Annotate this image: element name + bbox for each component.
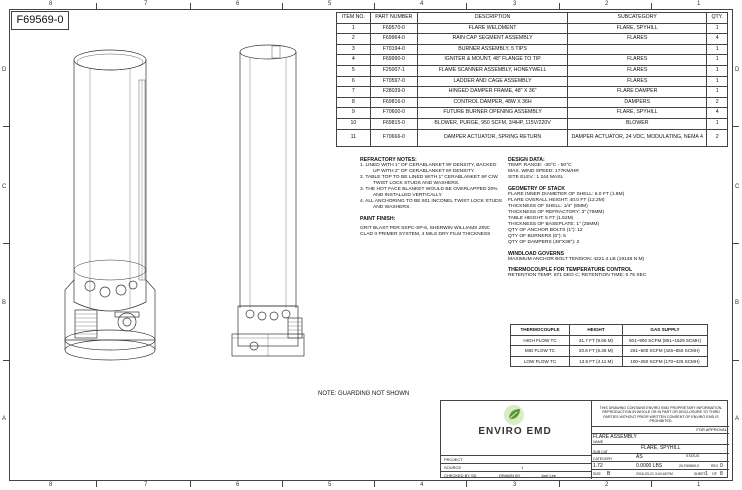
zone-tick [282, 3, 283, 9]
windload-title: WINDLOAD GOVERNS [508, 251, 564, 257]
zone-row-d-right: D [735, 67, 740, 73]
tb-date: 2016-03-21 3:42:48 PM [636, 472, 673, 476]
bom-body [337, 23, 728, 146]
thermocouple-note-text: RETENTION TEMP: 871 DEG C; RETENTION TIME: 0.75 SEC [508, 273, 647, 278]
tc-header-gas-supply: GAS SUPPLY [623, 325, 708, 336]
tb-label-rev: REV [711, 464, 719, 468]
tc-cell-name: LOW FLOW TC [511, 356, 570, 367]
zone-col-8-bottom: 8 [49, 482, 53, 488]
zone-row-c-left: C [2, 184, 7, 190]
bom-cell-description: FLARE WELDMENT [418, 23, 568, 34]
zone-col-6-bottom: 6 [236, 482, 240, 488]
bom-cell-description: BURNER ASSEMBLY, 5 TIPS [418, 44, 568, 55]
zone-row-d-left: D [2, 67, 7, 73]
bom-cell-item: 8 [337, 97, 371, 108]
geometry-line: THICKNESS OF REFRACTORY: 3" (75MM) [508, 210, 605, 215]
tb-checked-by: SD [471, 473, 477, 478]
zone-tick [466, 3, 467, 9]
tc-row [511, 335, 708, 346]
bom-cell-description: RAIN CAP SEGMENT ASSEMBLY [418, 34, 568, 45]
tc-cell-gas-supply: 100~250 SCFM (170~425 SCMH) [623, 356, 708, 367]
refractory-notes-title: REFRACTORY NOTES: [360, 157, 417, 163]
bom-cell-item: 3 [337, 44, 371, 55]
bom-cell-subcategory: FLARE, SPYHILL [568, 108, 707, 119]
tc-cell-name: HIGH FLOW TC [511, 335, 570, 346]
zone-tick [96, 481, 97, 487]
bom-cell-description: FLAME SCANNER ASSEMBLY, HONEYWELL [418, 65, 568, 76]
bom-cell-subcategory: DAMPERS [568, 97, 707, 108]
refractory-note-2: 2. TABLE TOP TO BE LINED WITH 1" CERABLANKET 8# C/W TWIST LOCK STUDS AND WASHERS. [360, 175, 498, 186]
bom-header-item: ITEM NO. [337, 13, 371, 24]
zone-row-a-right: A [735, 416, 740, 422]
bom-cell-qty: 2 [707, 129, 728, 146]
tb-label-project: PROJECT [444, 457, 463, 462]
tb-divider [441, 455, 591, 456]
tb-divider [591, 401, 592, 479]
bom-cell-item: 10 [337, 118, 371, 129]
geometry-line: TABLE HEIGHT: 5 FT (1.52M) [508, 216, 574, 221]
tb-version: 1.72 [593, 463, 603, 469]
tc-cell-name: MID FLOW TC [511, 346, 570, 357]
zone-col-4-top: 4 [420, 1, 424, 7]
bom-cell-description: LADDER AND CAGE ASSEMBLY [418, 76, 568, 87]
bom-cell-item: 1 [337, 23, 371, 34]
bom-cell-part: F70194-0 [370, 44, 417, 55]
bom-cell-qty: 1 [707, 65, 728, 76]
bom-cell-qty: 2 [707, 97, 728, 108]
tc-row [511, 346, 708, 357]
zone-col-7-top: 7 [144, 1, 148, 7]
tb-label-of: OF [712, 472, 717, 476]
bom-header-row [337, 13, 728, 24]
zone-col-3-top: 3 [513, 1, 517, 7]
bom-row [337, 44, 728, 55]
geometry-line: THICKNESS OF BASEPLATE: 1" (25MM) [508, 222, 600, 227]
zone-row-a-left: A [2, 416, 7, 422]
zone-tick [733, 360, 739, 361]
bom-cell-description: IGNITER & MOUNT, 48" FLANGE TO TIP [418, 55, 568, 66]
design-data-title: DESIGN DATA: [508, 157, 545, 163]
thermocouple-note-title: THERMOCOUPLE FOR TEMPERATURE CONTROL [508, 267, 633, 273]
zone-tick [374, 481, 375, 487]
tc-header-row [511, 325, 708, 336]
tb-size: B [607, 471, 611, 477]
bom-cell-qty: 1 [707, 118, 728, 129]
bill-of-materials-table [336, 12, 728, 147]
bom-cell-subcategory: FLARES [568, 76, 707, 87]
bom-row [337, 23, 728, 34]
guarding-note: NOTE: GUARDING NOT SHOWN [318, 391, 410, 397]
tb-divider [441, 471, 591, 472]
bom-row [337, 65, 728, 76]
refractory-note-4: 4. ALL ANCHORING TO BE 601 INCONEL TWIST LOCK STUDS AND WASHERS. [360, 199, 502, 210]
bom-cell-subcategory: FLARES [568, 55, 707, 66]
tb-divider [591, 461, 729, 462]
zone-col-1-top: 1 [697, 1, 701, 7]
zone-col-8-top: 8 [49, 1, 53, 7]
tb-rev: 0 [720, 463, 723, 469]
bom-cell-part: F69815-0 [370, 118, 417, 129]
bom-cell-part: F70600-0 [370, 108, 417, 119]
tb-divider [591, 469, 729, 470]
bom-row [337, 76, 728, 87]
bom-cell-part: F70597-0 [370, 76, 417, 87]
design-data-line: MAX. WIND SPEED: 177KM/HR [508, 169, 579, 174]
drawing-number-box: F69569-0 [11, 11, 69, 30]
bom-cell-description: BLOWER, PURGE, 950 SCFM, 3/4HP, 115V/220V [418, 118, 568, 129]
tb-drawn-by: Joel Lee [541, 473, 557, 478]
tb-sheet: 1 [705, 471, 708, 477]
tb-weight: 0.0000 LBS [636, 463, 663, 469]
bom-header-subcategory: SUBCATEGORY [568, 13, 707, 24]
bom-cell-description: CONTROL DAMPER, 48W X 36H [418, 97, 568, 108]
bom-row [337, 97, 728, 108]
refractory-notes [360, 157, 502, 238]
thermocouple-table [510, 324, 708, 367]
zone-tick [3, 360, 9, 361]
title-block [440, 400, 728, 478]
zone-tick [559, 3, 560, 9]
zone-tick [3, 126, 9, 127]
bom-cell-qty: 1 [707, 87, 728, 98]
bom-row [337, 118, 728, 129]
tb-label-sheet: SHEET [694, 472, 706, 476]
enviro-emd-logo [503, 404, 525, 426]
tb-source: 1 [521, 465, 524, 470]
zone-col-5-top: 5 [328, 1, 332, 7]
bom-row [337, 34, 728, 45]
geometry-line: FLARE INNER DIAMETER OF SHELL: 6.0 FT (1.8M) [508, 192, 625, 197]
bom-cell-part: F28039-0 [370, 87, 417, 98]
tc-header-height: HEIGHT [570, 325, 623, 336]
geometry-line: FLARE OVERALL HEIGHT: 40.0 FT (12.2M) [508, 198, 605, 203]
zone-tick [3, 243, 9, 244]
bom-row [337, 108, 728, 119]
bom-cell-description: FUTURE BURNER OPENING ASSEMBLY [418, 108, 568, 119]
zone-tick [282, 481, 283, 487]
tc-cell-height: 13.5 FT (4.11 M) [570, 356, 623, 367]
tb-label-size: SIZE [593, 472, 601, 476]
bom-cell-subcategory: FLARES [568, 34, 707, 45]
tb-part-no: 20-F69569-0 [679, 464, 700, 468]
tc-header-thermocouple: THERMOCOUPLE [511, 325, 570, 336]
bom-cell-subcategory: FLARE, SPYHILL [568, 23, 707, 34]
tb-label-checked: CHECKED BY [444, 473, 471, 478]
geometry-line: QTY OF BURNERS (6"): 5 [508, 234, 566, 239]
bom-cell-item: 5 [337, 65, 371, 76]
bom-row [337, 129, 728, 146]
bom-cell-subcategory: BLOWER [568, 118, 707, 129]
tc-row [511, 356, 708, 367]
tb-label-source: SOURCE [444, 465, 462, 470]
zone-row-b-left: B [2, 300, 7, 306]
bom-cell-qty: 4 [707, 108, 728, 119]
bom-cell-item: 6 [337, 76, 371, 87]
zone-tick [733, 243, 739, 244]
tc-cell-gas-supply: 501~900 SCFM (851~1529 SCMH) [623, 335, 708, 346]
leaf-icon [503, 404, 525, 426]
zone-col-4-bottom: 4 [420, 482, 424, 488]
geometry-line: THICKNESS OF SHELL: 1/4" (6MM) [508, 204, 588, 209]
bom-cell-description: HINGED DAMPER FRAME, 48" X 36" [418, 87, 568, 98]
zone-tick [190, 481, 191, 487]
tb-category: AS [636, 454, 643, 460]
tb-title: FLARE ASSEMBLY [593, 434, 637, 440]
zone-tick [733, 126, 739, 127]
bom-cell-subcategory [568, 44, 707, 55]
bom-header-qty: QTY. [707, 13, 728, 24]
bom-cell-part: F69990-0 [370, 55, 417, 66]
windload-text: MAXIMUM ANCHOR BOLT TENSION: 4221.4 LB (19148 N M) [508, 257, 645, 262]
tc-cell-height: 31.7 FT (9.66 M) [570, 335, 623, 346]
geometry-line: QTY OF DAMPERS (48"X36"): 2 [508, 240, 580, 245]
zone-tick [96, 3, 97, 9]
tc-cell-gas-supply: 251~500 SCFM (426~850 SCMH) [623, 346, 708, 357]
bom-row [337, 55, 728, 66]
zone-col-2-top: 2 [605, 1, 609, 7]
logo-text: ENVIRO EMD [478, 426, 552, 437]
flare-isometric-view [55, 40, 165, 380]
geometry-line: QTY OF ANCHOR BOLTS (1"): 12 [508, 228, 583, 233]
tc-body [511, 335, 708, 367]
tc-cell-height: 20.8 FT (6.35 M) [570, 346, 623, 357]
bom-row [337, 87, 728, 98]
zone-tick [374, 3, 375, 9]
zone-tick [466, 481, 467, 487]
refractory-note-3: 3. THE HOT FACE BLANKET WOULD BE OVERLAPPED 20% AND INSTALLED VERTICALLY. [360, 187, 498, 198]
bom-cell-qty: 1 [707, 76, 728, 87]
bom-cell-qty: 4 [707, 34, 728, 45]
zone-col-7-bottom: 7 [144, 482, 148, 488]
tb-label-status: STATUS [686, 454, 700, 458]
bom-cell-subcategory: DAMPER ACTUATOR, 24 VDC, MODULATING, NEMA 4 [568, 129, 707, 146]
tb-subtitle: FLARE, SPYHILL [641, 445, 681, 451]
bom-cell-qty: 1 [707, 23, 728, 34]
zone-tick [651, 481, 652, 487]
zone-tick [190, 3, 191, 9]
bom-header-part: PART NUMBER [370, 13, 417, 24]
bom-cell-item: 2 [337, 34, 371, 45]
tb-of: 8 [720, 471, 723, 477]
zone-col-5-bottom: 5 [328, 482, 332, 488]
bom-header-description: DESCRIPTION [418, 13, 568, 24]
bom-cell-item: 4 [337, 55, 371, 66]
tb-divider [591, 453, 729, 454]
geometry-title: GEOMETRY OF STACK [508, 186, 565, 192]
zone-col-3-bottom: 3 [513, 482, 517, 488]
flare-front-view [228, 38, 308, 368]
bom-cell-qty: 1 [707, 44, 728, 55]
proprietary-notice: THIS DRAWING CONTAINS ENVIRO EMD PROPRIETARY INFORMATION. REPRODUCTION IN WHOLE OR IN PART OR DISCLOSURE TO THIRD PARTIES WITHOUT PRIOR WRITTEN CONSENT OF ENVIRO EMD IS PROHIBITED. [599, 406, 723, 424]
zone-tick [559, 481, 560, 487]
zone-row-b-right: B [735, 300, 740, 306]
zone-row-c-right: C [735, 184, 740, 190]
tb-divider [441, 463, 591, 464]
zone-col-2-bottom: 2 [605, 482, 609, 488]
zone-tick [651, 3, 652, 9]
bom-cell-part: F69570-0 [370, 23, 417, 34]
bom-cell-item: 7 [337, 87, 371, 98]
design-data-line: SITE ELEV.: 1 244 MASL [508, 175, 564, 180]
zone-col-1-bottom: 1 [697, 482, 701, 488]
tb-label-sub-cat: SUB CAT [593, 449, 608, 454]
paint-finish-title: PAINT FINISH: [360, 216, 396, 222]
tb-label-category: CATEGORY [593, 457, 613, 461]
tb-for-approval: FOR APPROVAL [696, 427, 727, 432]
refractory-note-1: 1. LINED WITH 1" OF CERABLANKET 8# DENSITY, BACKED UP WITH 2" OF CERABLANKET 6# DENSITY. [360, 163, 497, 174]
paint-finish-text: GRIT BLAST PER SSPC-SP-6, SHERWIN WILLIAMS ZINC CLAD II PRIMER SYSTEM, 4 MILS DRY FILM THICKNESS [360, 226, 491, 237]
bom-cell-subcategory: FLARE DAMPER [568, 87, 707, 98]
bom-cell-part: F70666-0 [370, 129, 417, 146]
tb-label-name: NAME [593, 440, 604, 444]
zone-col-6-top: 6 [236, 1, 240, 7]
tb-label-drawn: DRAWN BY [499, 473, 521, 478]
design-data-line: TEMP. RANGE: -30°C - 50°C [508, 163, 572, 168]
bom-cell-subcategory: FLARES [568, 65, 707, 76]
bom-cell-part: F25007-1 [370, 65, 417, 76]
bom-cell-description: DAMPER ACTUATOR, SPRING RETURN [418, 129, 568, 146]
bom-cell-qty: 1 [707, 55, 728, 66]
bom-cell-item: 11 [337, 129, 371, 146]
bom-cell-item: 9 [337, 108, 371, 119]
bom-cell-part: F69816-0 [370, 97, 417, 108]
design-data-notes [508, 157, 708, 279]
bom-cell-part: F69964-0 [370, 34, 417, 45]
